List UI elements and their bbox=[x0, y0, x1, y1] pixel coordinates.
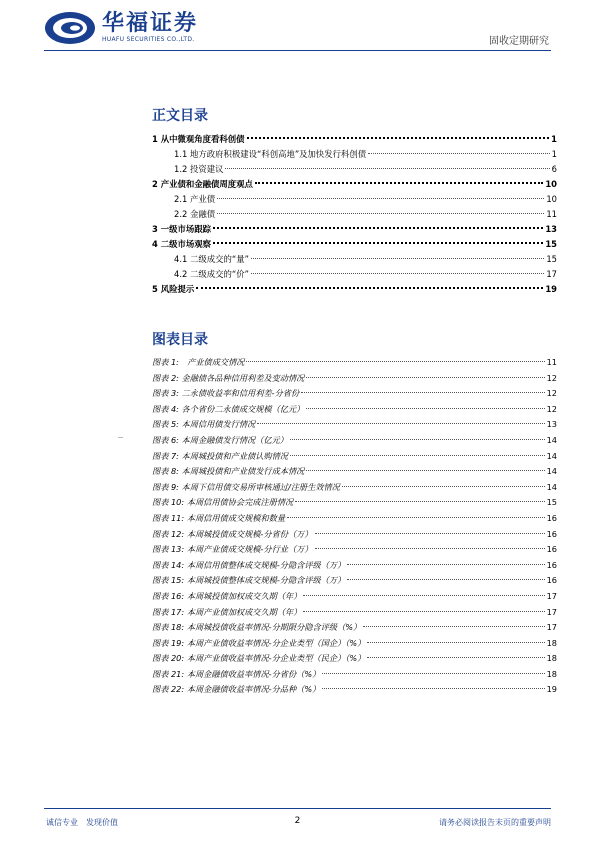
figures-title: 图表目录 bbox=[152, 332, 208, 348]
dot-leader bbox=[246, 361, 544, 362]
figure-entry[interactable] bbox=[152, 527, 557, 543]
logo-english-name: HUAFU SECURITIES CO.,LTD. bbox=[102, 36, 195, 43]
dot-leader bbox=[322, 673, 544, 674]
entry-page-number: 16 bbox=[546, 512, 557, 523]
entry-label: 图表 12: 本周城投债成交规模-分省份（万） bbox=[152, 528, 313, 539]
footer-slogan: 诚信专业 发现价值 bbox=[46, 818, 118, 827]
entry-label: 图表 16: 本周城投债加权成交久期（年） bbox=[152, 590, 302, 601]
dot-leader bbox=[287, 517, 545, 518]
entry-page-number: 16 bbox=[546, 559, 557, 570]
entry-label: 图表 3: 二永债收益率和信用利差-分省份 bbox=[152, 388, 300, 399]
footer-disclaimer: 请务必阅读报告末页的重要声明 bbox=[439, 818, 551, 827]
entry-page-number: 11 bbox=[546, 209, 557, 219]
toc-entry[interactable] bbox=[152, 192, 557, 207]
dot-leader bbox=[196, 287, 543, 289]
figure-entry[interactable] bbox=[152, 449, 557, 465]
dot-leader bbox=[213, 242, 543, 244]
dot-leader bbox=[251, 273, 544, 274]
entry-label: 1.2 投资建议 bbox=[174, 164, 224, 174]
entry-page-number: 14 bbox=[546, 434, 557, 445]
dot-leader bbox=[290, 455, 545, 456]
figure-entry[interactable] bbox=[152, 402, 557, 418]
dot-leader bbox=[347, 564, 544, 565]
figure-entry[interactable] bbox=[152, 495, 557, 511]
report-type: 固收定期研究 bbox=[489, 36, 549, 47]
entry-label: 图表 9: 本周下信用债交易所审核通过/注册生效情况 bbox=[152, 481, 340, 492]
toc-entry[interactable] bbox=[152, 177, 557, 192]
toc-entry[interactable] bbox=[152, 147, 557, 162]
entry-label: 图表 7: 本周城投债和产业债认购情况 bbox=[152, 450, 288, 461]
margin-mark bbox=[118, 437, 123, 438]
toc-entry[interactable] bbox=[152, 207, 557, 222]
entry-page-number: 14 bbox=[546, 481, 557, 492]
dot-leader bbox=[295, 501, 544, 502]
entry-page-number: 18 bbox=[546, 637, 557, 648]
figure-entry[interactable] bbox=[152, 433, 557, 449]
entry-page-number: 19 bbox=[545, 284, 557, 294]
header-divider bbox=[44, 50, 551, 51]
toc-title: 正文目录 bbox=[152, 108, 208, 124]
entry-page-number: 11 bbox=[546, 357, 557, 367]
entry-label: 5 风险提示 bbox=[152, 284, 195, 294]
toc-entry[interactable] bbox=[152, 237, 557, 252]
dot-leader bbox=[213, 227, 543, 229]
entry-page-number: 17 bbox=[546, 622, 557, 633]
entry-page-number: 1 bbox=[551, 149, 557, 159]
dot-leader bbox=[257, 423, 544, 424]
footer-divider bbox=[44, 808, 551, 809]
entry-page-number: 18 bbox=[546, 668, 557, 679]
dot-leader bbox=[301, 392, 544, 393]
entry-label: 图表 15: 本周城投债整体成交规模-分隐含评级（万） bbox=[152, 575, 346, 586]
dot-leader bbox=[367, 657, 544, 658]
entry-label: 图表 6: 本周金融债发行情况（亿元） bbox=[152, 434, 288, 445]
entry-label: 图表 19: 本周产业债收益率情况-分企业类型（国企）（%） bbox=[152, 637, 366, 648]
entry-label: 图表 17: 本周产业债加权成交久期（年） bbox=[152, 606, 302, 617]
entry-label: 2.2 金融债 bbox=[174, 209, 216, 219]
entry-page-number: 1 bbox=[551, 134, 557, 144]
figure-entry[interactable] bbox=[152, 558, 557, 574]
dot-leader bbox=[290, 439, 545, 440]
entry-page-number: 16 bbox=[546, 575, 557, 586]
entry-page-number: 10 bbox=[545, 179, 557, 189]
dot-leader bbox=[217, 198, 544, 199]
figure-entry[interactable] bbox=[152, 589, 557, 605]
dot-leader bbox=[315, 533, 545, 534]
entry-label: 图表 22: 本周金融债收益率情况-分品种（%） bbox=[152, 684, 321, 695]
entry-page-number: 15 bbox=[545, 239, 557, 249]
dot-leader bbox=[363, 626, 544, 627]
toc-entry[interactable] bbox=[152, 282, 557, 297]
dot-leader bbox=[342, 486, 545, 487]
entry-label: 图表 5: 本周信用债发行情况 bbox=[152, 419, 256, 430]
entry-page-number: 15 bbox=[546, 497, 557, 508]
figure-entry[interactable] bbox=[152, 573, 557, 589]
entry-page-number: 16 bbox=[546, 528, 557, 539]
entry-page-number: 13 bbox=[546, 419, 557, 430]
toc-entry[interactable] bbox=[152, 132, 557, 147]
entry-label: 图表 11: 本周信用债成交规模和数量 bbox=[152, 512, 286, 523]
entry-page-number: 6 bbox=[551, 164, 557, 174]
entry-label: 2.1 产业债 bbox=[174, 194, 216, 204]
figure-entry[interactable] bbox=[152, 605, 557, 621]
entry-label: 1.1 地方政府积极建设“科创高地”及加快发行科创债 bbox=[174, 149, 367, 159]
figure-entry[interactable] bbox=[152, 667, 557, 683]
entry-page-number: 12 bbox=[546, 403, 557, 414]
dot-leader bbox=[306, 377, 544, 378]
huafu-logo-icon bbox=[44, 10, 100, 46]
dot-leader bbox=[347, 579, 544, 580]
dot-leader bbox=[303, 611, 544, 612]
dot-leader bbox=[367, 642, 544, 643]
toc-entry[interactable] bbox=[152, 162, 557, 177]
dot-leader bbox=[255, 182, 543, 184]
entry-page-number: 14 bbox=[546, 450, 557, 461]
figure-entry[interactable] bbox=[152, 386, 557, 402]
entry-label: 2 产业债和金融债周度观点 bbox=[152, 179, 253, 189]
entry-page-number: 17 bbox=[546, 269, 557, 279]
table-of-contents bbox=[152, 132, 557, 297]
figure-entry[interactable] bbox=[152, 511, 557, 527]
figure-entry[interactable] bbox=[152, 636, 557, 652]
dot-leader bbox=[315, 548, 545, 549]
entry-page-number: 19 bbox=[546, 684, 557, 695]
entry-page-number: 12 bbox=[546, 372, 557, 383]
entry-page-number: 18 bbox=[546, 653, 557, 664]
dot-leader bbox=[217, 213, 544, 214]
entry-label: 图表 18: 本周城投债收益率情况-分期限分隐含评级（%） bbox=[152, 622, 362, 633]
toc-entry[interactable] bbox=[152, 222, 557, 237]
figure-entry[interactable] bbox=[152, 651, 557, 667]
entry-label: 图表 13: 本周产业债成交规模-分行业（万） bbox=[152, 544, 313, 555]
entry-label: 图表 20: 本周产业债收益率情况-分企业类型（民企）（%） bbox=[152, 653, 366, 664]
entry-label: 图表 14: 本周信用债整体成交规模-分隐含评级（万） bbox=[152, 559, 346, 570]
figure-entry[interactable] bbox=[152, 371, 557, 387]
logo-chinese-name: 华福证券 bbox=[102, 10, 199, 36]
entry-page-number: 12 bbox=[546, 388, 557, 399]
figure-entry[interactable] bbox=[152, 417, 557, 433]
figure-entry[interactable] bbox=[152, 620, 557, 636]
dot-leader bbox=[368, 153, 549, 154]
figure-entry[interactable] bbox=[152, 464, 557, 480]
entry-label: 4.1 二级成交的“量” bbox=[174, 254, 249, 264]
figure-entry[interactable] bbox=[152, 542, 557, 558]
dot-leader bbox=[306, 408, 544, 409]
dot-leader bbox=[247, 137, 550, 139]
entry-label: 图表 21: 本周金融债收益率情况-分省份（%） bbox=[152, 668, 321, 679]
toc-entry[interactable] bbox=[152, 267, 557, 282]
entry-label: 3 一级市场跟踪 bbox=[152, 224, 211, 234]
company-logo bbox=[44, 10, 244, 46]
dot-leader bbox=[306, 470, 544, 471]
figure-entry[interactable] bbox=[152, 355, 557, 371]
figure-list bbox=[152, 355, 557, 698]
entry-label: 4.2 二级成交的“价” bbox=[174, 269, 249, 279]
dot-leader bbox=[303, 595, 544, 596]
entry-page-number: 15 bbox=[546, 254, 557, 264]
entry-page-number: 14 bbox=[546, 466, 557, 477]
entry-page-number: 17 bbox=[546, 590, 557, 601]
dot-leader bbox=[322, 688, 544, 689]
toc-entry[interactable] bbox=[152, 252, 557, 267]
dot-leader bbox=[225, 168, 549, 169]
entry-page-number: 16 bbox=[546, 544, 557, 555]
entry-label: 图表 2: 金融债各品种信用利差及变动情况 bbox=[152, 372, 305, 383]
entry-label: 图表 8: 本周城投债和产业债发行成本情况 bbox=[152, 466, 305, 477]
entry-label: 图表 1: 产业债成交情况 bbox=[152, 357, 245, 367]
entry-label: 图表 4: 各个省份二永债成交规模（亿元） bbox=[152, 403, 305, 414]
page-number: 2 bbox=[294, 816, 301, 826]
entry-page-number: 10 bbox=[546, 194, 557, 204]
entry-page-number: 17 bbox=[546, 606, 557, 617]
dot-leader bbox=[251, 258, 544, 259]
entry-label: 4 二级市场观察 bbox=[152, 239, 211, 249]
figure-entry[interactable] bbox=[152, 480, 557, 496]
entry-label: 1 从中微观角度看科创债 bbox=[152, 134, 245, 144]
entry-label: 图表 10: 本周信用债协会完成注册情况 bbox=[152, 497, 294, 508]
page-header bbox=[0, 0, 595, 52]
entry-page-number: 13 bbox=[545, 224, 557, 234]
figure-entry[interactable] bbox=[152, 682, 557, 698]
